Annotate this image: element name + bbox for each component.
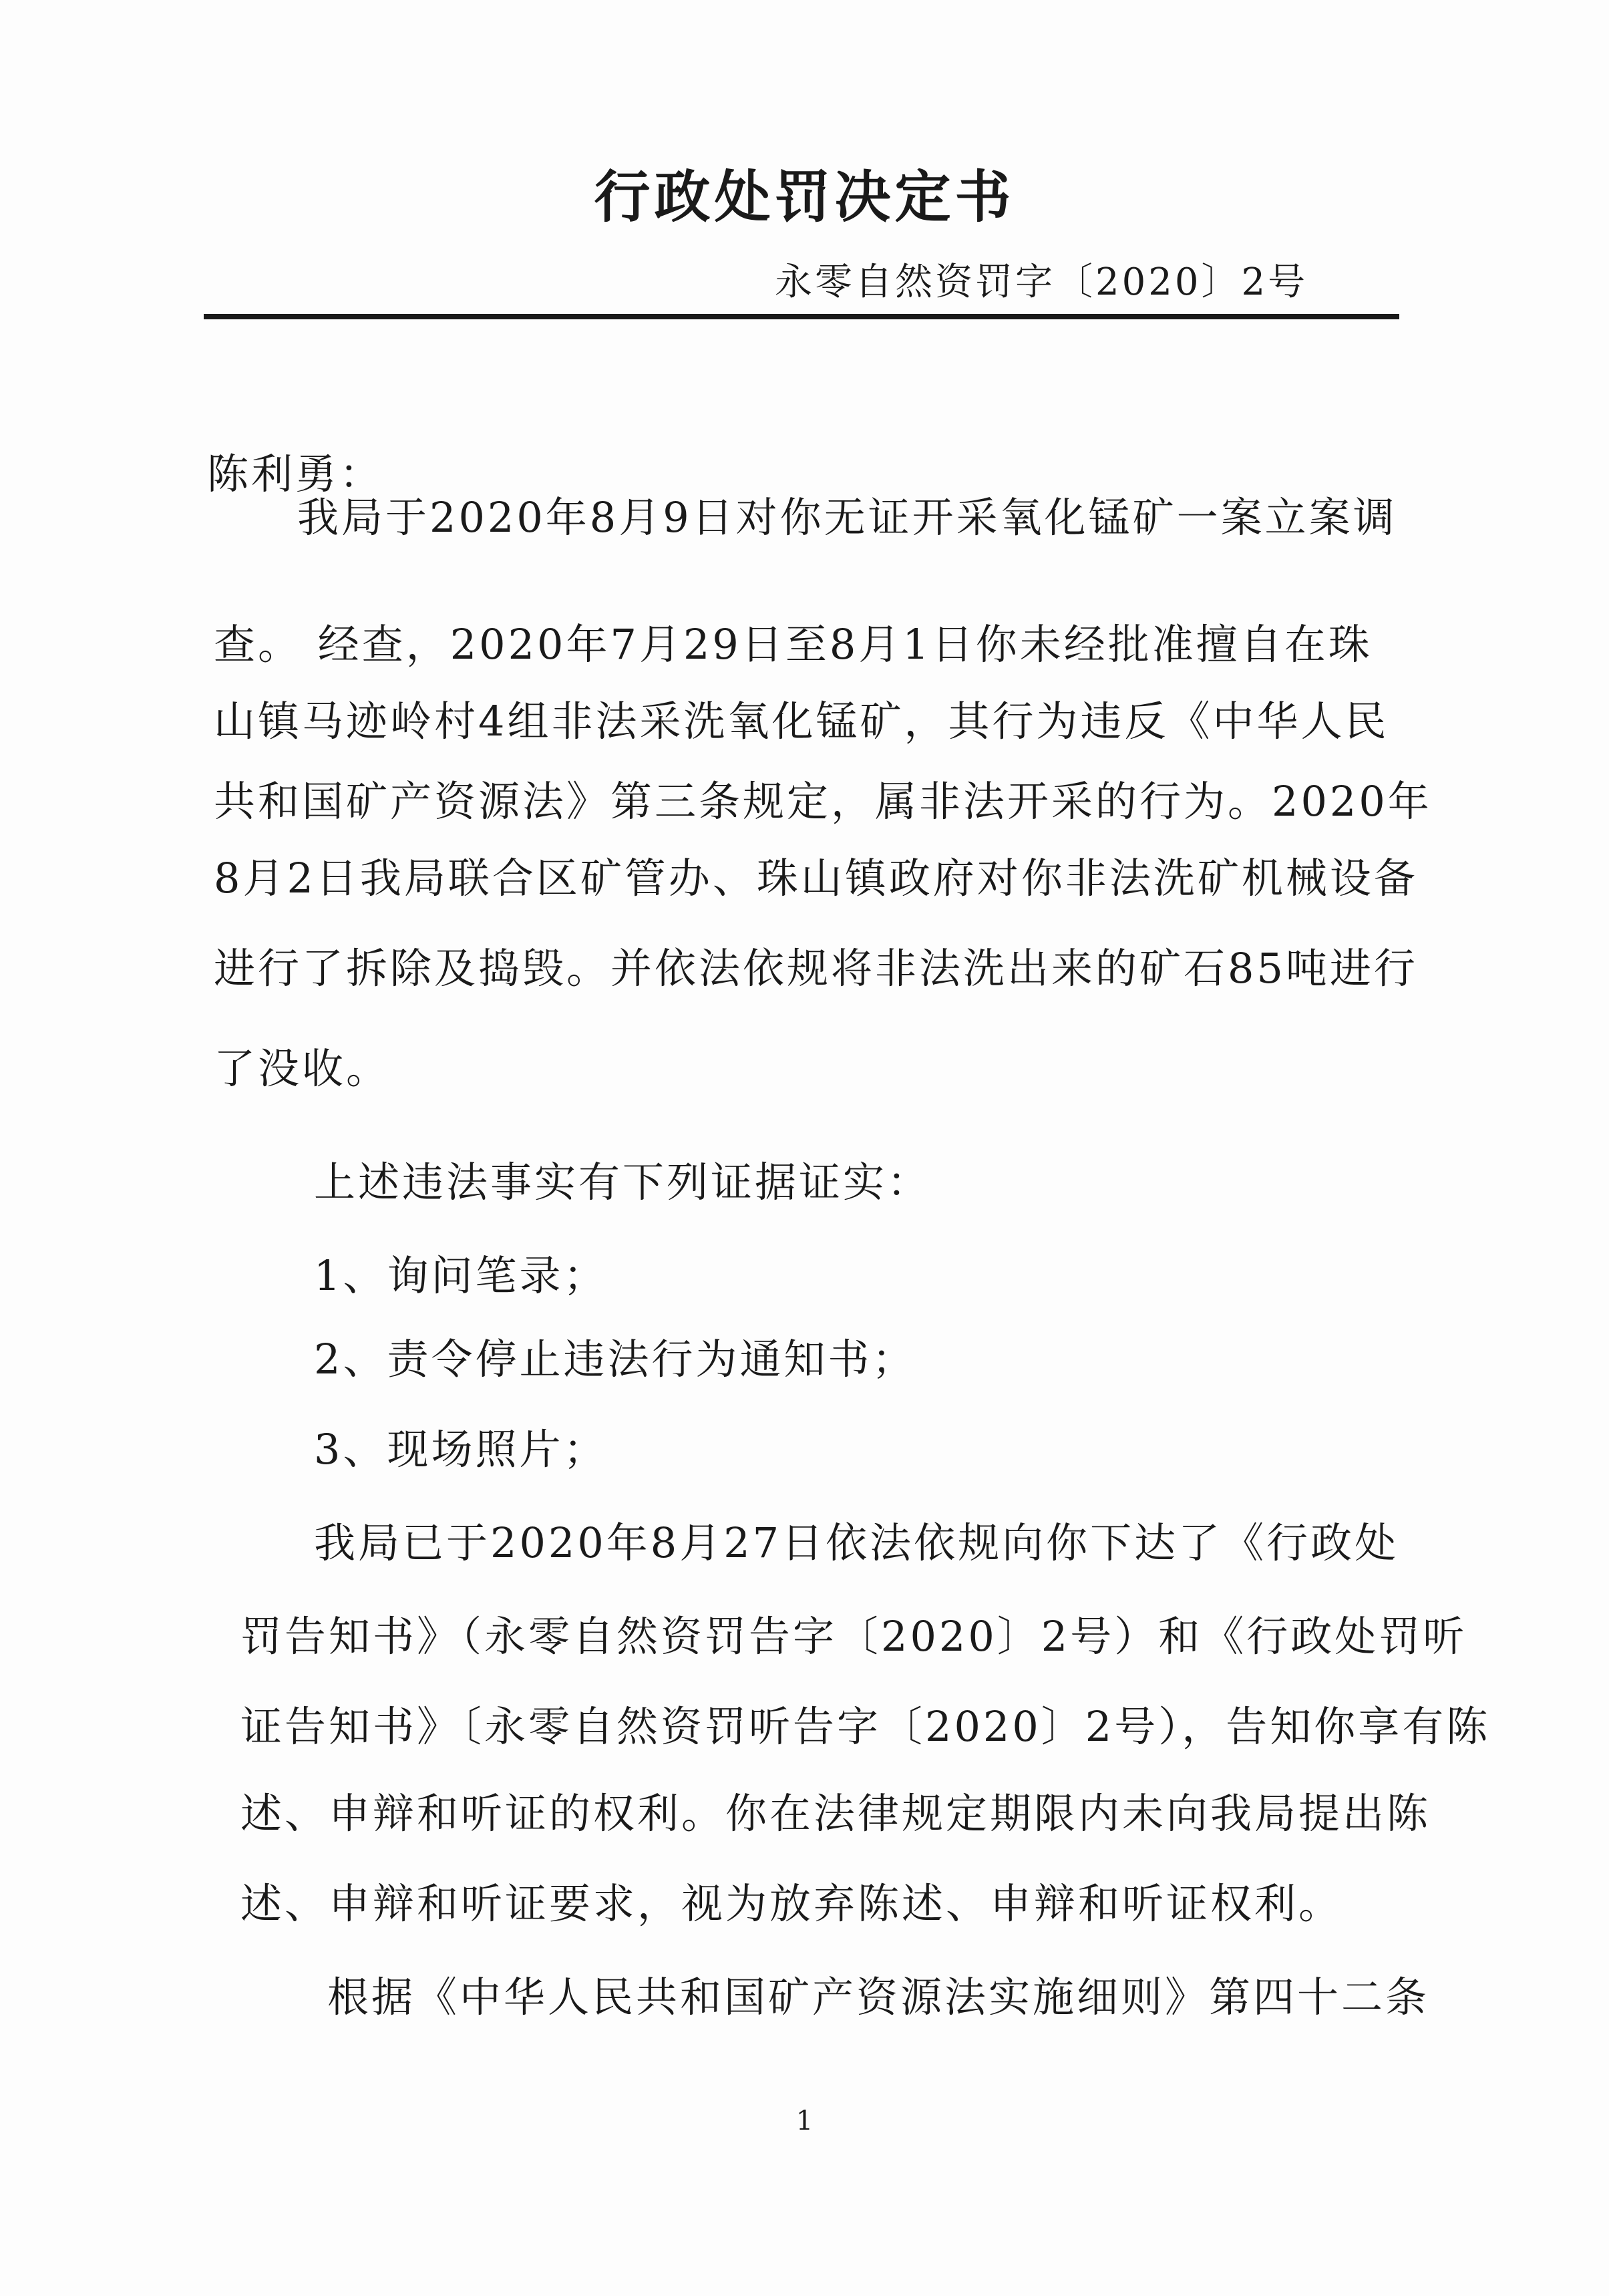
evidence-item: 2、责令停止违法行为通知书； bbox=[314, 1335, 916, 1383]
body-line: 述、申辩和听证要求，视为放弃陈述、申辩和听证权利。 bbox=[240, 1879, 1343, 1928]
body-line: 我局已于2020年8月27日依法依规向你下达了《行政处 bbox=[314, 1518, 1399, 1567]
body-line: 证告知书》〔永零自然资罚听告字〔2020〕2号），告知你享有陈 bbox=[240, 1702, 1491, 1751]
addressee: 陈利勇： bbox=[207, 450, 384, 498]
body-line: 我局于2020年8月9日对你无证开采氧化锰矿一案立案调 bbox=[297, 493, 1397, 542]
body-line: 山镇马迹岭村4组非法采洗氧化锰矿，其行为违反《中华人民 bbox=[214, 697, 1389, 746]
body-line: 述、申辩和听证的权利。你在法律规定期限内未向我局提出陈 bbox=[240, 1789, 1431, 1838]
body-line: 了没收。 bbox=[214, 1044, 391, 1093]
page-number: 1 bbox=[795, 2106, 814, 2136]
evidence-item: 1、询问笔录； bbox=[314, 1251, 608, 1300]
body-line: 根据《中华人民共和国矿产资源法实施细则》第四十二条 bbox=[327, 1973, 1430, 2021]
body-line: 罚告知书》（永零自然资罚告字〔2020〕2号）和《行政处罚听 bbox=[240, 1612, 1467, 1661]
body-line: 查。 经查，2020年7月29日至8月1日你未经批准擅自在珠 bbox=[214, 620, 1373, 669]
evidence-heading: 上述违法事实有下列证据证实： bbox=[314, 1158, 932, 1206]
document-title: 行政处罚决定书 bbox=[594, 164, 1015, 230]
body-line: 进行了拆除及捣毁。并依法依规将非法洗出来的矿石85吨进行 bbox=[214, 944, 1418, 993]
evidence-item: 3、现场照片； bbox=[314, 1425, 608, 1474]
document-number: 永零自然资罚字〔2020〕2号 bbox=[775, 261, 1308, 304]
body-line: 共和国矿产资源法》第三条规定，属非法开采的行为。2020年 bbox=[214, 777, 1432, 826]
header-divider bbox=[204, 314, 1399, 319]
body-line: 8月2日我局联合区矿管办、珠山镇政府对你非法洗矿机械设备 bbox=[214, 854, 1418, 903]
